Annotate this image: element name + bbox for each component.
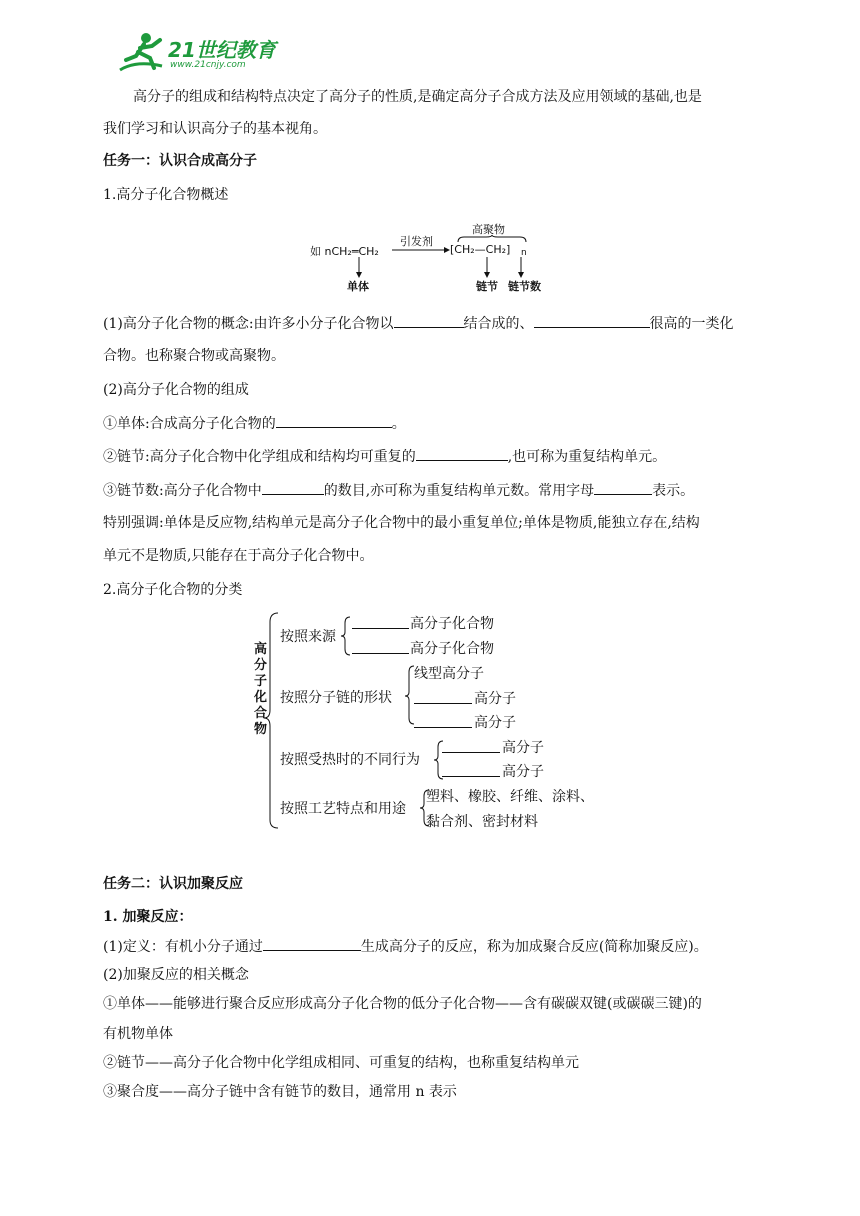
degree-def-line: ③聚合度——高分子链中含有链节的数目，通常用 n 表示 <box>103 1084 457 1100</box>
reaction-arrow-icon <box>392 245 452 255</box>
classification-title: 2.高分子化合物的分类 <box>103 582 243 598</box>
site-logo <box>116 30 286 76</box>
definition-text-a: (1)定义：有机小分子通过 <box>103 939 263 955</box>
shape-blank-2[interactable] <box>414 727 472 728</box>
shape-item-2: 高分子 <box>474 691 516 707</box>
diagram-reactant: 如 nCH₂═CH₂ <box>310 245 379 258</box>
monomer-def-line-1: ①单体——能够进行聚合反应形成高分子化合物的低分子化合物——含有碳碳双键(或碳碳三键)的 <box>103 996 702 1012</box>
task2-section1-title: 1. 加聚反应： <box>103 909 193 925</box>
chain-def-line: ②链节——高分子化合物中化学组成相同、可重复的结构，也称重复结构单元 <box>103 1055 579 1071</box>
concept-line-2: 合物。也称聚合物或高聚物。 <box>103 348 285 364</box>
diagram-product-n: n <box>521 248 527 258</box>
chain-unit-line <box>103 446 666 467</box>
definition-line <box>103 936 708 957</box>
monomer-def-line-2: 有机物单体 <box>103 1026 173 1042</box>
runner-icon <box>116 30 168 76</box>
diagram-down-arrows <box>300 257 560 279</box>
blank-5[interactable] <box>262 480 324 495</box>
note-line-1: 特别强调:单体是反应物,结构单元是高分子化合物中的最小重复单位;单体是物质,能独立存在,结构 <box>103 515 700 531</box>
intro-line-2: 我们学习和认识高分子的基本视角。 <box>103 121 327 137</box>
concept-text-b: 结合成的、 <box>463 316 534 332</box>
chain-count-line <box>103 480 694 501</box>
chain-unit-text-b: ,也可称为重复结构单元。 <box>507 449 667 465</box>
blank-4[interactable] <box>416 446 508 461</box>
blank-3[interactable] <box>276 413 392 428</box>
source-label: 按照来源 <box>280 629 336 645</box>
monomer-line <box>103 413 406 434</box>
chain-count-text-b: 的数目,亦可称为重复结构单元数。常用字母 <box>323 483 595 499</box>
diagram-monomer-label: 单体 <box>347 280 369 293</box>
source-blank-2[interactable] <box>352 653 409 654</box>
task1-section1-title: 1.高分子化合物概述 <box>103 187 229 203</box>
concept-text-c: 很高的一类化 <box>649 316 734 332</box>
logo-url: www.21cnjy.com <box>170 60 246 70</box>
blank-6[interactable] <box>594 480 652 495</box>
diagram-chain-label: 链节 <box>476 280 498 293</box>
monomer-text: ①单体:合成高分子化合物的 <box>103 416 276 432</box>
heat-blank-1[interactable] <box>442 752 500 753</box>
diagram-product: [CH₂—CH₂] <box>450 243 511 256</box>
shape-item-3: 高分子 <box>474 715 516 731</box>
composition-title: (2)高分子化合物的组成 <box>103 382 249 398</box>
chain-count-text-a: ③链节数:高分子化合物中 <box>103 483 262 499</box>
definition-text-b: 生成高分子的反应，称为加成聚合反应(简称加聚反应)。 <box>360 939 708 955</box>
heat-blank-2[interactable] <box>442 776 500 777</box>
logo-brand: 21世纪教育 <box>168 38 276 62</box>
shape-item-1: 线型高分子 <box>414 666 484 682</box>
heat-item-1: 高分子 <box>502 740 544 756</box>
task1-title: 任务一：认识合成高分子 <box>103 153 257 169</box>
concept-text-a: (1)高分子化合物的概念:由许多小分子化合物以 <box>103 316 394 332</box>
monomer-end: 。 <box>391 416 406 432</box>
blank-1[interactable] <box>394 313 464 328</box>
polymer-brace-icon <box>456 235 528 243</box>
chain-count-text-c: 表示。 <box>652 483 695 499</box>
classification-tree <box>250 610 630 835</box>
diagram-polymer-label: 高聚物 <box>472 223 505 236</box>
task2-title: 任务二：认识加聚反应 <box>103 876 243 892</box>
concepts-title: (2)加聚反应的相关概念 <box>103 967 249 983</box>
intro-line-1: 高分子的组成和结构特点决定了高分子的性质,是确定高分子合成方法及应用领域的基础,也是 <box>133 89 702 105</box>
use-label: 按照工艺特点和用途 <box>280 801 406 817</box>
use-item-2: 黏合剂、密封材料 <box>426 814 538 830</box>
use-item-1: 塑料、橡胶、纤维、涂料、 <box>426 789 594 805</box>
diagram-count-label: 链节数 <box>508 280 541 293</box>
source-blank-1[interactable] <box>352 628 409 629</box>
blank-7[interactable] <box>263 936 361 951</box>
concept-line-1 <box>103 313 734 334</box>
note-line-2: 单元不是物质,只能存在于高分子化合物中。 <box>103 548 374 564</box>
heat-item-2: 高分子 <box>502 764 544 780</box>
source-item-1: 高分子化合物 <box>410 616 494 632</box>
classification-root: 高分子化合物 <box>254 642 268 737</box>
diagram-initiator-label: 引发剂 <box>400 235 433 248</box>
shape-label: 按照分子链的形状 <box>280 690 392 706</box>
chain-unit-text-a: ②链节:高分子化合物中化学组成和结构均可重复的 <box>103 449 416 465</box>
polymer-diagram <box>300 215 560 297</box>
heat-label: 按照受热时的不同行为 <box>280 752 420 768</box>
source-item-2: 高分子化合物 <box>410 641 494 657</box>
shape-blank-1[interactable] <box>414 703 472 704</box>
blank-2[interactable] <box>534 313 650 328</box>
